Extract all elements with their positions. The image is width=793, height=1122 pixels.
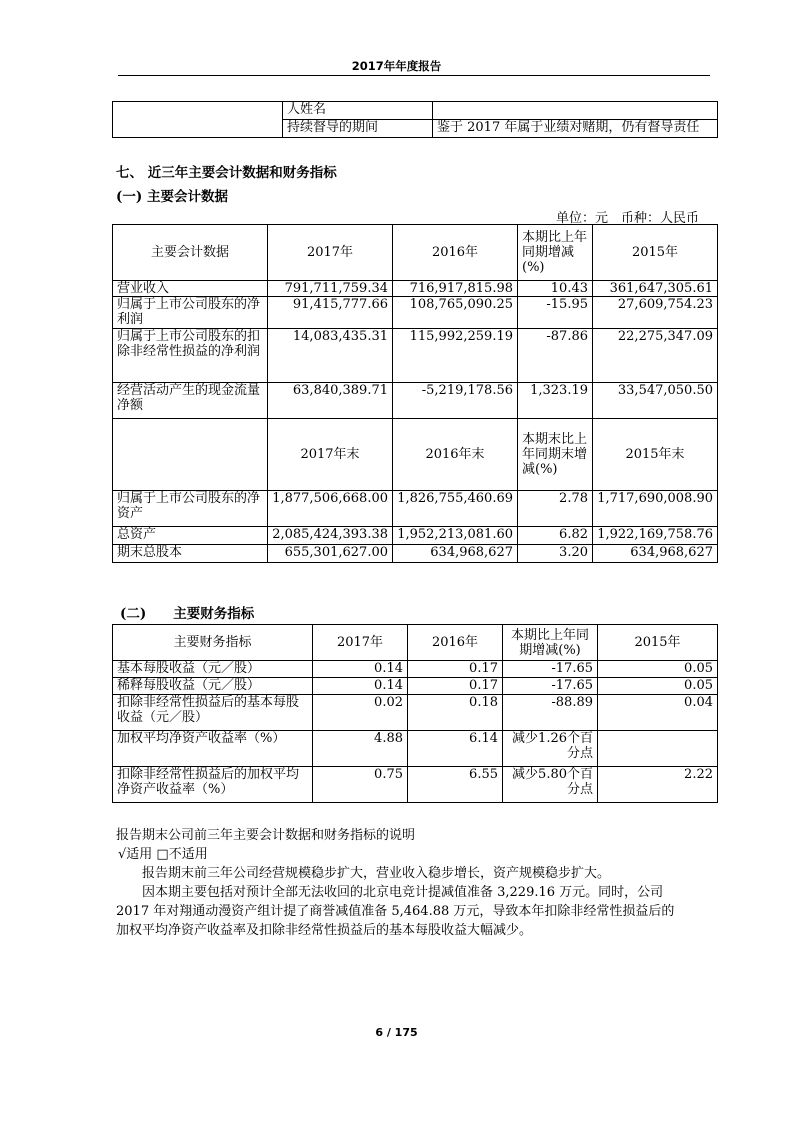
notes-heading: 报告期末公司前三年主要会计数据和财务指标的说明	[116, 828, 416, 843]
table-cell: 27,609,754.23	[593, 297, 718, 329]
table-cell: 鉴于 2017 年属于业绩对赌期，仍有督导责任	[433, 120, 718, 138]
column-header: 2017年	[268, 225, 393, 281]
header-divider	[118, 75, 710, 76]
table-row	[113, 731, 718, 767]
column-header: 主要会计数据	[113, 225, 268, 281]
row-label: 归属于上市公司股东的净资产	[113, 491, 268, 527]
row-label: 扣除非经常性损益后的基本每股收益（元／股）	[113, 695, 313, 731]
table-cell: -5,219,178.56	[393, 383, 518, 419]
column-header: 本期比上年同期增减(%)	[503, 625, 598, 661]
page-number: 6 / 175	[375, 1026, 418, 1039]
row-label: 基本每股收益（元／股）	[113, 661, 313, 678]
unit-label: 单位：元 币种：人民币	[556, 211, 700, 226]
table-cell: 791,711,759.34	[268, 281, 393, 297]
column-header: 2015年	[598, 625, 718, 661]
table-cell: 1,826,755,460.69	[393, 491, 518, 527]
table-cell: 0.17	[408, 678, 503, 695]
column-header	[113, 419, 268, 491]
table-cell: 0.75	[313, 767, 408, 803]
table-row	[113, 297, 718, 329]
table-cell: 0.17	[408, 661, 503, 678]
table-cell: 634,968,627	[593, 545, 718, 563]
table-cell: 716,917,815.98	[393, 281, 518, 297]
table-cell: 634,968,627	[393, 545, 518, 563]
table-row	[113, 491, 718, 527]
table-row	[113, 695, 718, 731]
table-cell: 1,323.19	[518, 383, 593, 419]
table-cell: -88.89	[503, 695, 598, 731]
page-header-title: 2017年年度报告	[351, 59, 442, 73]
table-cell	[598, 731, 718, 767]
notes-paragraph: 报告期末前三年公司经营规模稳步扩大，营业收入稳步增长，资产规模稳步扩大。	[142, 866, 611, 881]
column-header: 2015年末	[593, 419, 718, 491]
table-cell: 22,275,347.09	[593, 329, 718, 383]
table-cell: 0.02	[313, 695, 408, 731]
table-cell: 14,083,435.31	[268, 329, 393, 383]
column-header: 2016年	[393, 225, 518, 281]
column-header: 2015年	[593, 225, 718, 281]
table-cell: 4.88	[313, 731, 408, 767]
table-cell: -15.95	[518, 297, 593, 329]
table-cell: 1,717,690,008.90	[593, 491, 718, 527]
applicability-checkbox: √适用 □不适用	[118, 847, 208, 862]
section-heading: 七、 近三年主要会计数据和财务指标	[116, 165, 337, 181]
table-cell: 3.20	[518, 545, 593, 563]
table-cell: 2.22	[598, 767, 718, 803]
notes-paragraph: 2017 年对翔通动漫资产组计提了商誉减值准备 5,464.88 万元，导致本年扣除非经常性损益后的	[116, 904, 675, 919]
table-cell: 1,952,213,081.60	[393, 527, 518, 545]
table-cell: 0.05	[598, 678, 718, 695]
row-label: 经营活动产生的现金流量净额	[113, 383, 268, 419]
table-cell: 91,415,777.66	[268, 297, 393, 329]
sponsor-table	[112, 101, 718, 138]
table-cell: 0.18	[408, 695, 503, 731]
subsection-heading: (二) 主要财务指标	[120, 606, 255, 622]
table-cell: 2,085,424,393.38	[268, 527, 393, 545]
table-row	[113, 383, 718, 419]
table-cell: -17.65	[503, 661, 598, 678]
table-cell: 减少1.26个百分点	[503, 731, 598, 767]
table-cell: 2.78	[518, 491, 593, 527]
table-row	[113, 678, 718, 695]
table-cell: 0.14	[313, 678, 408, 695]
table-cell: 33,547,050.50	[593, 383, 718, 419]
table-cell: 0.05	[598, 661, 718, 678]
table-cell: 361,647,305.61	[593, 281, 718, 297]
table-cell: -17.65	[503, 678, 598, 695]
table-cell: 6.55	[408, 767, 503, 803]
table-cell: 6.82	[518, 527, 593, 545]
accounting-data-table	[112, 224, 718, 563]
table-cell: 655,301,627.00	[268, 545, 393, 563]
notes-paragraph: 因本期主要包括对预计全部无法收回的北京电竞计提减值准备 3,229.16 万元。同时，公司	[142, 885, 664, 900]
table-cell: 减少5.80个百分点	[503, 767, 598, 803]
table-cell: 人姓名	[283, 102, 433, 120]
table-row	[113, 661, 718, 678]
row-label: 加权平均净资产收益率（%）	[113, 731, 313, 767]
table-row	[113, 545, 718, 563]
column-header: 2017年末	[268, 419, 393, 491]
column-header: 2017年	[313, 625, 408, 661]
row-label: 营业收入	[113, 281, 268, 297]
table-cell	[113, 102, 283, 138]
column-header: 2016年	[408, 625, 503, 661]
table-cell: 1,877,506,668.00	[268, 491, 393, 527]
table-cell: 115,992,259.19	[393, 329, 518, 383]
notes-paragraph: 加权平均净资产收益率及扣除非经常性损益后的基本每股收益大幅减少。	[116, 923, 533, 938]
table-row	[113, 767, 718, 803]
row-label: 期末总股本	[113, 545, 268, 563]
table-row	[113, 329, 718, 383]
column-header: 主要财务指标	[113, 625, 313, 661]
row-label: 归属于上市公司股东的扣除非经常性损益的净利润	[113, 329, 268, 383]
table-cell: -87.86	[518, 329, 593, 383]
table-row	[113, 527, 718, 545]
column-header: 2016年末	[393, 419, 518, 491]
row-label: 扣除非经常性损益后的加权平均净资产收益率（%）	[113, 767, 313, 803]
table-cell: 10.43	[518, 281, 593, 297]
table-row	[113, 281, 718, 297]
table-cell: 0.14	[313, 661, 408, 678]
financial-indicators-table	[112, 624, 718, 803]
subsection-heading: (一) 主要会计数据	[116, 189, 228, 205]
column-header: 本期比上年同期增减(%)	[518, 225, 593, 281]
table-cell: 0.04	[598, 695, 718, 731]
table-cell: 108,765,090.25	[393, 297, 518, 329]
table-cell: 63,840,389.71	[268, 383, 393, 419]
row-label: 归属于上市公司股东的净利润	[113, 297, 268, 329]
row-label: 稀释每股收益（元／股）	[113, 678, 313, 695]
table-cell	[433, 102, 718, 120]
table-cell: 持续督导的期间	[283, 120, 433, 138]
row-label: 总资产	[113, 527, 268, 545]
table-cell: 6.14	[408, 731, 503, 767]
column-header: 本期末比上年同期末增减(%)	[518, 419, 593, 491]
table-cell: 1,922,169,758.76	[593, 527, 718, 545]
